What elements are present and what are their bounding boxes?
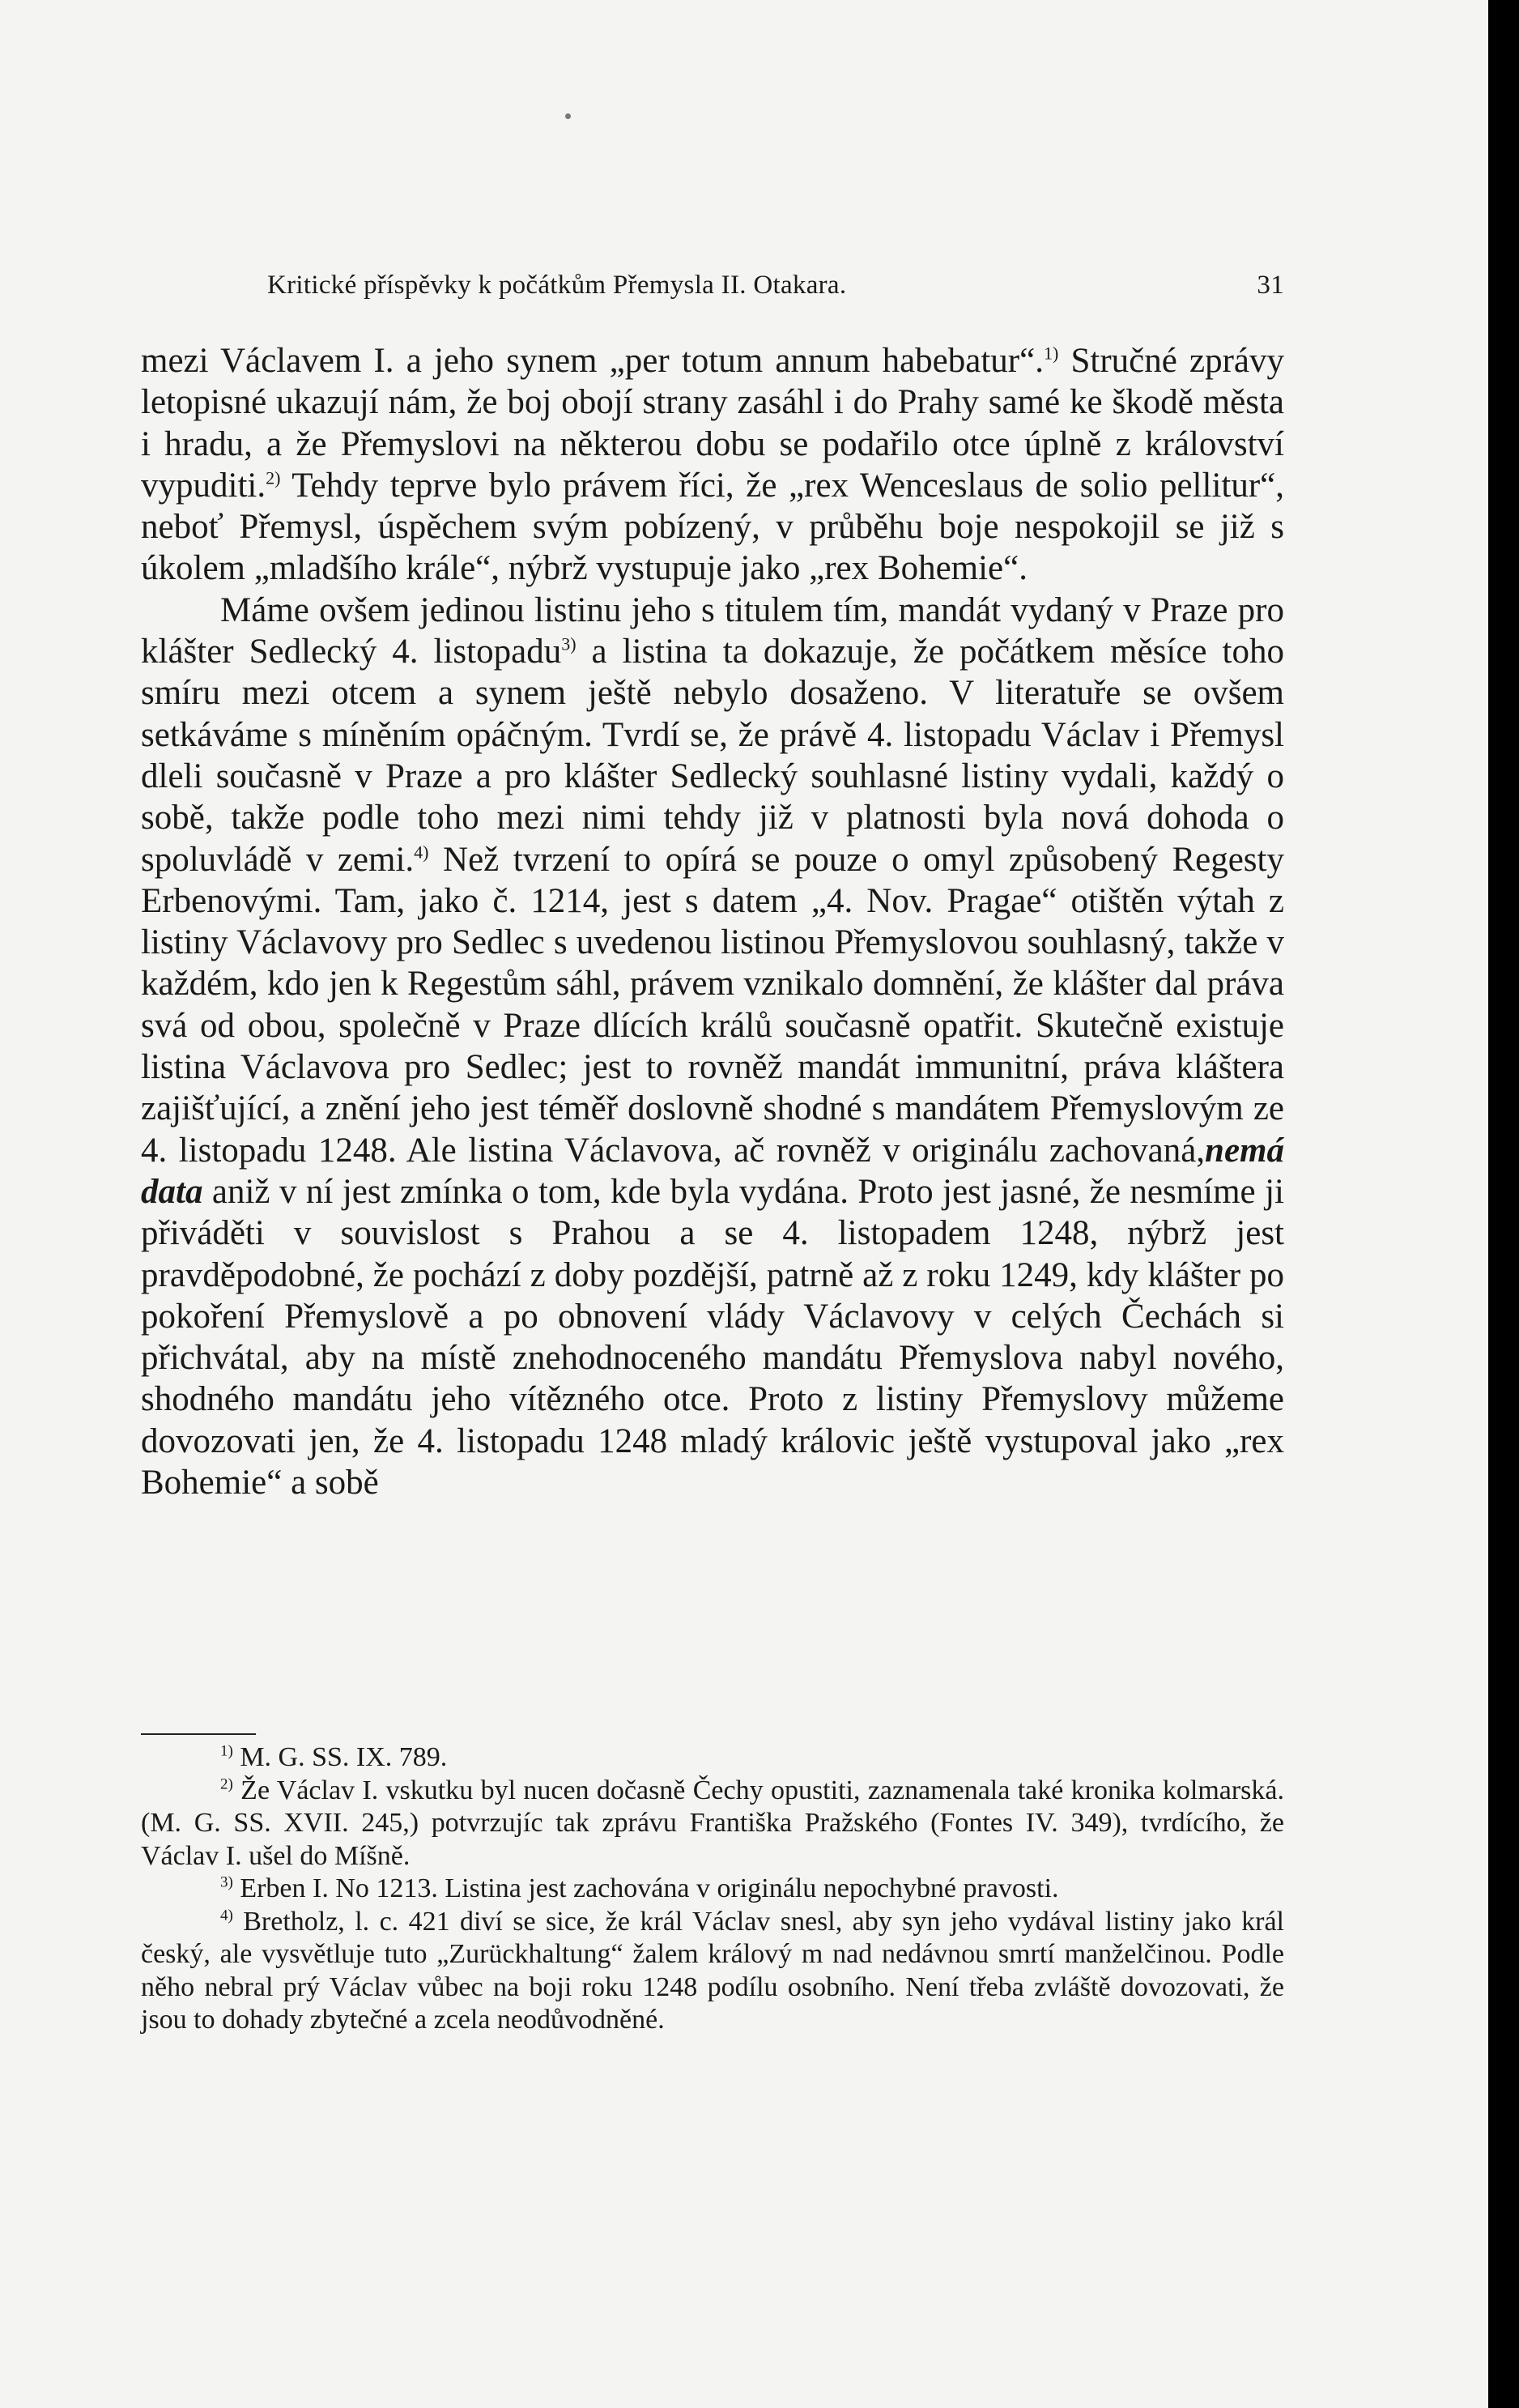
- scan-border: [1488, 0, 1519, 2408]
- paragraph-2-text-4: aniž v ní jest zmínka o tom, kde byla vydána. Proto jest jasné, že nesmíme ji přiváděti v souvislost s Prahou a se 4. listopadem 1248, nýbrž jest pravděpodobné, že pochází z doby pozdější, patrně až z roku 1249, kdy klášter po pokoření Přemyslově a po obnovení vlády Václavovy v celých Čechách si přichvátal, aby na místě znehodnoceného mandátu Přemyslova nabyl nového, shodného mandátu jeho vítězného otce. Proto z listiny Přemyslovy můžeme dovozovati jen, že 4. listopadu 1248 mladý královic ještě vystupoval jako „rex Bohemie“ a sobě: [141, 1172, 1284, 1502]
- paragraph-1-text-3: Tehdy teprve bylo právem říci, že „rex Wenceslaus de solio pellitur“, neboť Přemysl, úspěchem svým pobízený, v průběhu boje nespokojil se již s úkolem „mladšího krále“, nýbrž vystupuje jako „rex Bohemie“.: [141, 466, 1284, 588]
- footnote-1: [141, 1741, 1284, 1775]
- emphasis-nema-data: nemá data: [141, 1131, 1284, 1211]
- main-text: [141, 340, 1284, 1503]
- footnote-4: [141, 1906, 1284, 2037]
- footnote-4-text: Bretholz, l. c. 421 diví se sice, že král Václav snesl, aby syn jeho vydával listiny jako král český, ale vysvětluje tuto „Zurückhaltung“ žalem králový m nad nedávnou smrtí manželčinou. Podle něho nebral prý Václav vůbec na boji roku 1248 podílu osobního. Není třeba zvláště dovozovati, že jsou to dohady zbytečné a zcela neodůvodněné.: [141, 1906, 1284, 2035]
- footnote-3-mark: 3): [220, 1873, 233, 1891]
- running-header: [267, 262, 1284, 308]
- footnote-1-text: M. G. SS. IX. 789.: [232, 1742, 448, 1772]
- footnote-2-text: Že Václav I. vskutku byl nucen dočasně Čechy opustiti, zaznamenala také kronika kolmarská. (M. G. SS. XVII. 245,) potvrzujíc tak zprávu Františka Pražského (Fontes IV. 349), tvrdícího, že Václav I. ušel do Míšně.: [141, 1775, 1284, 1871]
- running-title: Kritické příspěvky k počátkům Přemysla II. Otakara.: [267, 271, 847, 300]
- footnote-3: [141, 1873, 1284, 1906]
- print-speck: [565, 113, 571, 119]
- footnote-ref-4: 4): [414, 842, 429, 863]
- paragraph-2-text-2: a listina ta dokazuje, že počátkem měsíce toho smíru mezi otcem a synem ještě nebylo dosaženo. V literatuře se ovšem setkáváme s míněním opáčným. Tvrdí se, že právě 4. listopadu Václav i Přemysl dleli současně v Praze a pro klášter Sedlecký souhlasné listiny vydali, každý o sobě, takže podle toho mezi nimi tehdy již v platnosti byla nová dohoda o spoluvládě v zemi.: [141, 633, 1284, 879]
- footnote-ref-1: 1): [1043, 343, 1059, 364]
- paragraph-1: [141, 340, 1284, 590]
- paragraph-2: [141, 590, 1284, 1504]
- footnote-1-mark: 1): [220, 1742, 233, 1760]
- paragraph-2-text: Máme ovšem jedinou listinu jeho s titulem tím, mandát vydaný v Praze pro klášter Sedlecký 4. listopadu: [141, 590, 1284, 671]
- footnotes: [141, 1741, 1284, 2037]
- footnote-2: [141, 1775, 1284, 1873]
- footnote-separator: [141, 1733, 256, 1735]
- page-number: 31: [1257, 271, 1284, 300]
- footnote-3-text: Erben I. No 1213. Listina jest zachována v originálu nepochybné pravosti.: [232, 1873, 1059, 1903]
- paragraph-1-text-2: Stručné zprávy letopisné ukazují nám, že boj obojí strany zasáhl i do Prahy samé ke škodě města i hradu, a že Přemyslovi na některou dobu se podařilo otce úplně z království vypuditi.: [141, 342, 1285, 505]
- paragraph-1-text: mezi Václavem I. a jeho synem „per totum annum habebatur“.: [141, 342, 1044, 380]
- footnote-4-mark: 4): [220, 1907, 233, 1924]
- footnote-ref-3: 3): [561, 633, 577, 654]
- paragraph-2-text-3: Než tvrzení to opírá se pouze o omyl způsobený Regesty Erbenovými. Tam, jako č. 1214, jest s datem „4. Nov. Pragae“ otištěn výtah z listiny Václavovy pro Sedlec s uvedenou listinou Přemyslovou souhlasný, takže v každém, kdo jen k Regestům sáhl, právem vznikalo domnění, že klášter dal práva svá od obou, společně v Praze dlících králů současně opatřit. Skutečně existuje listina Václavova pro Sedlec; jest to rovněž mandát immunitní, práva kláštera zajišťující, a znění jeho jest téměř doslovně shodné s mandátem Přemyslovým ze 4. listopadu 1248. Ale listina Václavova, ač rovněž v originálu zachovaná,: [141, 840, 1284, 1170]
- footnote-ref-2: 2): [266, 467, 281, 488]
- footnote-2-mark: 2): [220, 1775, 233, 1793]
